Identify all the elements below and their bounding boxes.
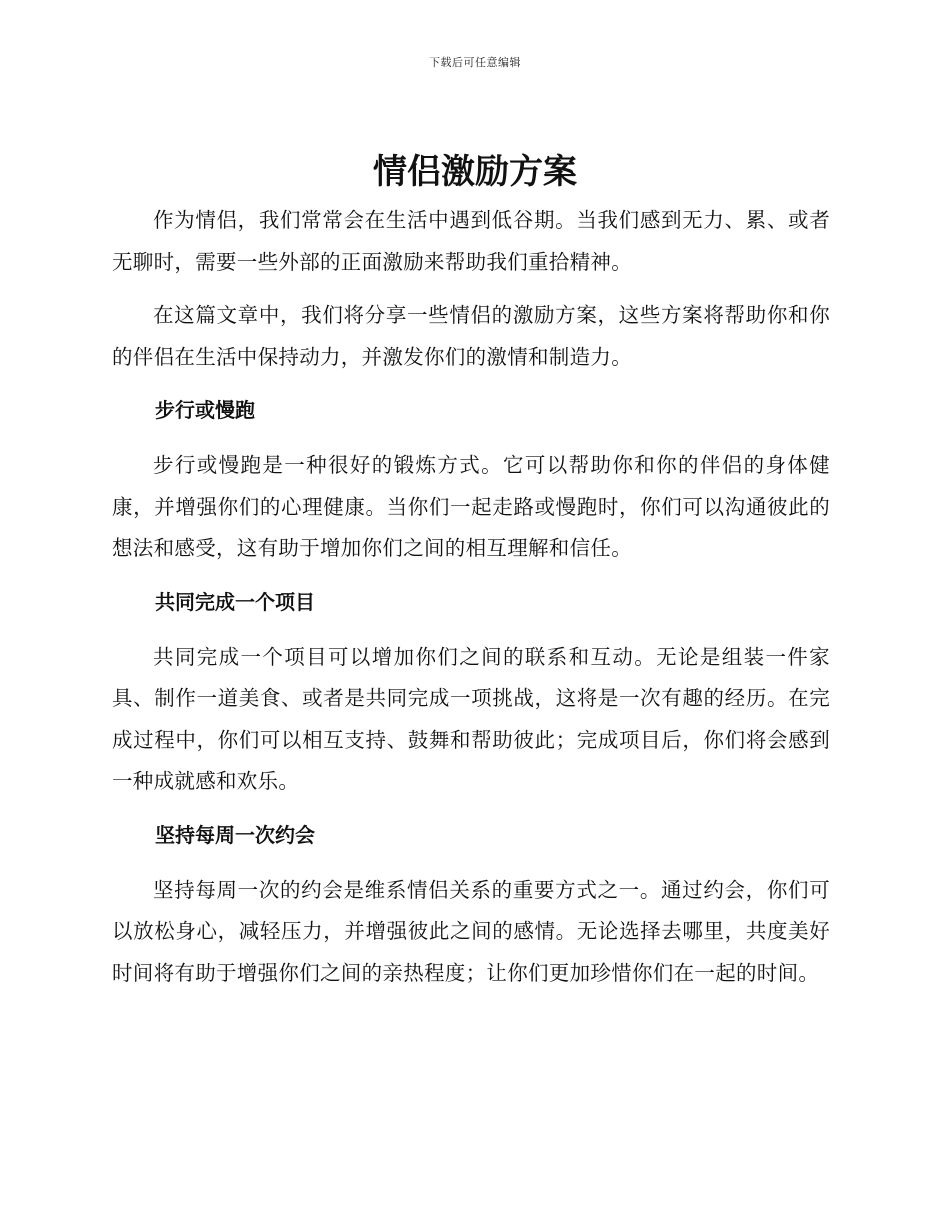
section-heading-project: 共同完成一个项目 [155, 589, 315, 614]
intro-paragraph-1: 作为情侣，我们常常会在生活中遇到低谷期。当我们感到无力、累、或者无聊时，需要一些外部的正面激励来帮助我们重拾精神。 [112, 208, 830, 274]
section-paragraph-project: 共同完成一个项目可以增加你们之间的联系和互动。无论是组装一件家具、制作一道美食、或者是共同完成一项挑战，这将是一次有趣的经历。在完成过程中，你们可以相互支持、鼓舞和帮助彼此；完成项目后，你们将会感到一种成就感和欢乐。 [112, 644, 830, 793]
section-heading-weekly-date: 坚持每周一次约会 [155, 822, 315, 847]
document-body [112, 200, 830, 1006]
section-heading-walking: 步行或慢跑 [155, 398, 255, 422]
document-title: 情侣激励方案 [373, 152, 577, 192]
header-note: 下载后可任意编辑 [429, 56, 521, 69]
section-paragraph-walking: 步行或慢跑是一种很好的锻炼方式。它可以帮助你和你的伴侣的身体健康，并增强你们的心理健康。当你们一起走路或慢跑时，你们可以沟通彼此的想法和感受，这有助于增加你们之间的相互理解和信任。 [112, 453, 830, 560]
section-paragraph-weekly-date: 坚持每周一次的约会是维系情侣关系的重要方式之一。通过约会，你们可以放松身心，减轻压力，并增强彼此之间的感情。无论选择去哪里，共度美好时间将有助于增强你们之间的亲热程度；让你们更加珍惜你们在一起的时间。 [112, 877, 830, 985]
intro-paragraph-2: 在这篇文章中，我们将分享一些情侣的激励方案，这些方案将帮助你和你的伴侣在生活中保持动力，并激发你们的激情和制造力。 [112, 303, 830, 369]
